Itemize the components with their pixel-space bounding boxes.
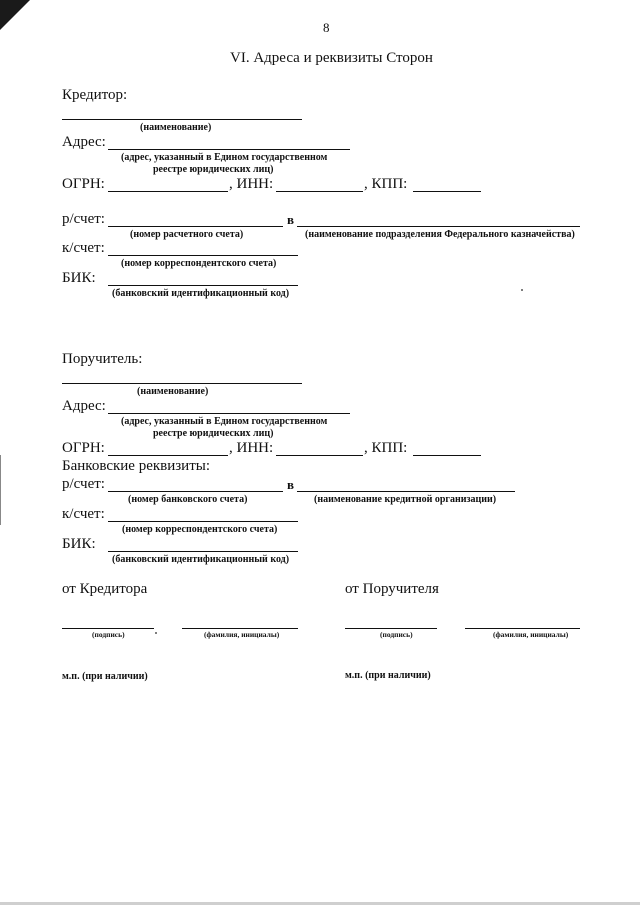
creditor-bik-caption: (банковский идентификационный код)	[112, 288, 290, 299]
creditor-treasury-caption: (наименование подразделения Федерального казначейства)	[305, 229, 575, 240]
guarantor-in-label: в	[287, 477, 295, 492]
scan-corner-mark	[0, 0, 30, 30]
guarantor-inn-label: , ИНН:	[229, 440, 274, 456]
guarantor-inn-line	[276, 455, 363, 456]
guarantor-kpp-label: , КПП:	[364, 440, 408, 456]
guarantor-ogrn-label: ОГРН:	[62, 440, 105, 456]
guarantor-corr-label: к/счет:	[62, 506, 105, 522]
guarantor-address-line	[108, 413, 350, 414]
scan-edge-mark	[0, 455, 1, 525]
guarantor-bank-details-heading: Банковские реквизиты:	[62, 458, 211, 474]
creditor-ogrn-label: ОГРН:	[62, 176, 105, 192]
creditor-kpp-label: , КПП:	[364, 176, 408, 192]
creditor-corr-caption: (номер корреспондентского счета)	[121, 258, 277, 269]
guarantor-bik-line	[108, 551, 298, 552]
guarantor-name-line	[62, 383, 302, 384]
creditor-account-label: р/счет:	[62, 211, 105, 227]
creditor-heading: Кредитор:	[62, 87, 128, 103]
creditor-address-label: Адрес:	[62, 134, 106, 150]
guarantor-corr-caption: (номер корреспондентского счета)	[122, 524, 278, 535]
guarantor-ogrn-line	[108, 455, 228, 456]
creditor-inn-label: , ИНН:	[229, 176, 274, 192]
creditor-signature-caption: (подпись)	[92, 630, 125, 639]
creditor-stamp-note: м.п. (при наличии)	[62, 671, 148, 682]
guarantor-address-label: Адрес:	[62, 398, 106, 414]
creditor-account-line	[108, 226, 283, 227]
scan-speck	[521, 289, 523, 291]
creditor-fullname-caption: (фамилия, инициалы)	[204, 630, 280, 639]
guarantor-account-label: р/счет:	[62, 476, 105, 492]
creditor-in-label: в	[287, 212, 295, 227]
guarantor-stamp-note: м.п. (при наличии)	[345, 670, 431, 681]
guarantor-address-caption-2: реестре юридических лиц)	[153, 428, 274, 439]
guarantor-name-caption: (наименование)	[137, 386, 209, 397]
creditor-fullname-line	[182, 628, 298, 629]
guarantor-kpp-line	[413, 455, 481, 456]
creditor-ogrn-line	[108, 191, 228, 192]
guarantor-address-caption-1: (адрес, указанный в Едином государственном	[121, 416, 328, 427]
creditor-signature-line	[62, 628, 154, 629]
section-title: VI. Адреса и реквизиты Сторон	[230, 50, 433, 66]
guarantor-account-caption: (номер банковского счета)	[128, 494, 248, 505]
guarantor-bank-line	[297, 491, 515, 492]
creditor-kpp-line	[413, 191, 481, 192]
guarantor-bik-label: БИК:	[62, 536, 96, 552]
guarantor-fullname-caption: (фамилия, инициалы)	[493, 630, 569, 639]
creditor-name-caption: (наименование)	[140, 122, 212, 133]
guarantor-bik-caption: (банковский идентификационный код)	[112, 554, 290, 565]
guarantor-signature-line	[345, 628, 437, 629]
scan-speck	[155, 632, 157, 634]
guarantor-heading: Поручитель:	[62, 351, 143, 367]
page-number: 8	[323, 20, 330, 35]
creditor-inn-line	[276, 191, 363, 192]
guarantor-account-line	[108, 491, 283, 492]
guarantor-fullname-line	[465, 628, 580, 629]
creditor-bik-line	[108, 285, 298, 286]
from-guarantor-label: от Поручителя	[345, 581, 439, 597]
guarantor-signature-caption: (подпись)	[380, 630, 413, 639]
creditor-address-caption-2: реестре юридических лиц)	[153, 164, 274, 175]
creditor-account-caption: (номер расчетного счета)	[130, 229, 244, 240]
creditor-bik-label: БИК:	[62, 270, 96, 286]
creditor-treasury-line	[297, 226, 580, 227]
from-creditor-label: от Кредитора	[62, 581, 148, 597]
creditor-name-line	[62, 119, 302, 120]
creditor-address-line	[108, 149, 350, 150]
creditor-address-caption-1: (адрес, указанный в Едином государственном	[121, 152, 328, 163]
guarantor-bank-caption: (наименование кредитной организации)	[314, 494, 497, 505]
creditor-corr-label: к/счет:	[62, 240, 105, 256]
creditor-corr-line	[108, 255, 298, 256]
guarantor-corr-line	[108, 521, 298, 522]
